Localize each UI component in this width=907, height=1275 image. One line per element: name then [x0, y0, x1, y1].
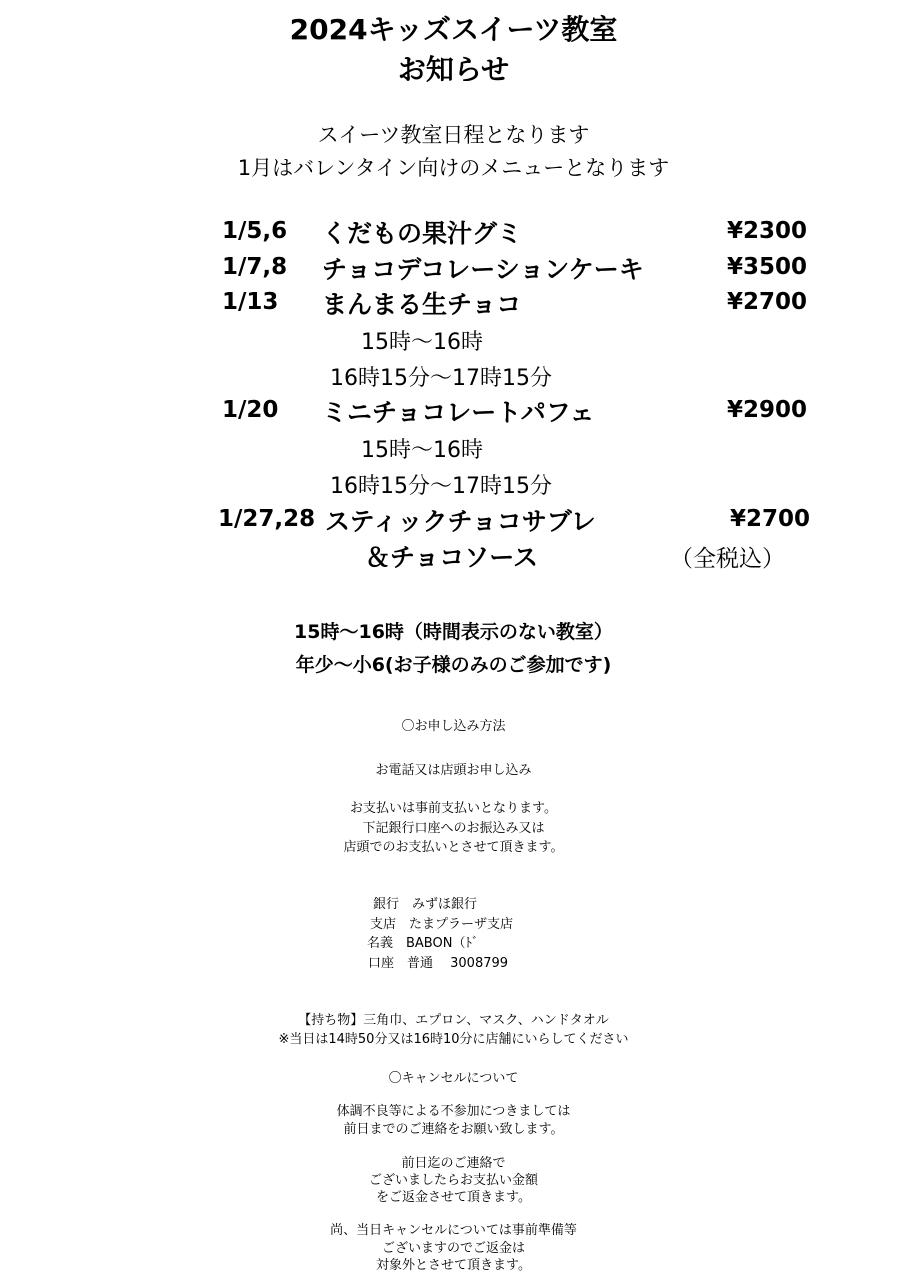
schedule-date: 1/20	[222, 397, 279, 423]
arrival-note: ※当日は14時50分又は16時10分に店舗にいらしてください	[278, 1032, 629, 1047]
schedule-menu: まんまる生チョコ	[322, 290, 522, 319]
account-number: 口座 普通 3008799	[368, 956, 509, 971]
schedule-menu-line-2: ＆チョコソース	[365, 543, 539, 572]
schedule-date: 1/5,6	[222, 218, 288, 244]
intro-line-2: 1月はバレンタイン向けのメニューとなります	[237, 156, 670, 180]
belongings-list: 【持ち物】三角巾、エプロン、マスク、ハンドタオル	[298, 1013, 609, 1028]
schedule-time-slot-2: 16時15分〜17時15分	[330, 474, 552, 499]
schedule-menu: くだもの果汁グミ	[322, 219, 523, 248]
payment-line: 下記銀行口座へのお振込み又は	[362, 821, 545, 836]
bank-name: 銀行 みずほ銀行	[373, 897, 478, 912]
schedule-price: ¥2700	[727, 289, 808, 315]
schedule-time-slot-1: 15時〜16時	[361, 438, 483, 463]
page-subtitle: お知らせ	[397, 53, 510, 86]
intro-line-1: スイーツ教室日程となります	[317, 123, 590, 147]
cancel-line: 前日迄のご連絡で	[401, 1156, 506, 1171]
schedule-price: ¥2300	[727, 218, 808, 244]
default-time-note: 15時〜16時（時間表示のない教室）	[294, 621, 613, 643]
application-method: お電話又は店頭お申し込み	[375, 763, 532, 778]
page-title: 2024キッズスイーツ教室	[289, 13, 618, 46]
cancel-line: ございますのでご返金は	[381, 1241, 525, 1256]
schedule-menu: スティックチョコサブレ	[325, 507, 596, 536]
cancel-heading: 〇キャンセルについて	[388, 1071, 519, 1086]
cancel-line: ございましたらお支払い金額	[368, 1173, 538, 1188]
bank-branch: 支店 たまプラーザ支店	[370, 917, 514, 932]
cancel-line: をご返金させて頂きます。	[376, 1190, 531, 1205]
schedule-price: ¥2700	[730, 506, 811, 532]
cancel-line: 体調不良等による不参加につきましては	[336, 1104, 571, 1119]
schedule-date: 1/7,8	[222, 254, 288, 280]
payment-line: 店頭でのお支払いとさせて頂きます。	[343, 840, 564, 855]
schedule-time-slot-1: 15時〜16時	[361, 330, 483, 355]
tax-note: （全税込）	[670, 546, 785, 572]
cancel-line: 対象外とさせて頂きます。	[376, 1258, 531, 1273]
schedule-menu: チョコデコレーションケーキ	[322, 255, 644, 284]
cancel-line: 尚、当日キャンセルについては事前準備等	[330, 1223, 577, 1238]
schedule-price: ¥3500	[727, 254, 808, 280]
schedule-time-slot-2: 16時15分〜17時15分	[330, 366, 552, 391]
schedule-price: ¥2900	[727, 397, 808, 423]
schedule-menu: ミニチョコレートパフェ	[322, 398, 595, 427]
schedule-date: 1/13	[222, 289, 279, 315]
application-heading: 〇お申し込み方法	[401, 719, 506, 734]
schedule-date: 1/27,28	[218, 506, 316, 532]
cancel-line: 前日までのご連絡をお願い致します。	[343, 1122, 564, 1137]
age-note: 年少〜小6(お子様のみのご参加です)	[295, 654, 612, 676]
payment-line: お支払いは事前支払いとなります。	[350, 801, 557, 816]
account-holder: 名義 BABON（ﾄﾞ	[367, 936, 479, 951]
